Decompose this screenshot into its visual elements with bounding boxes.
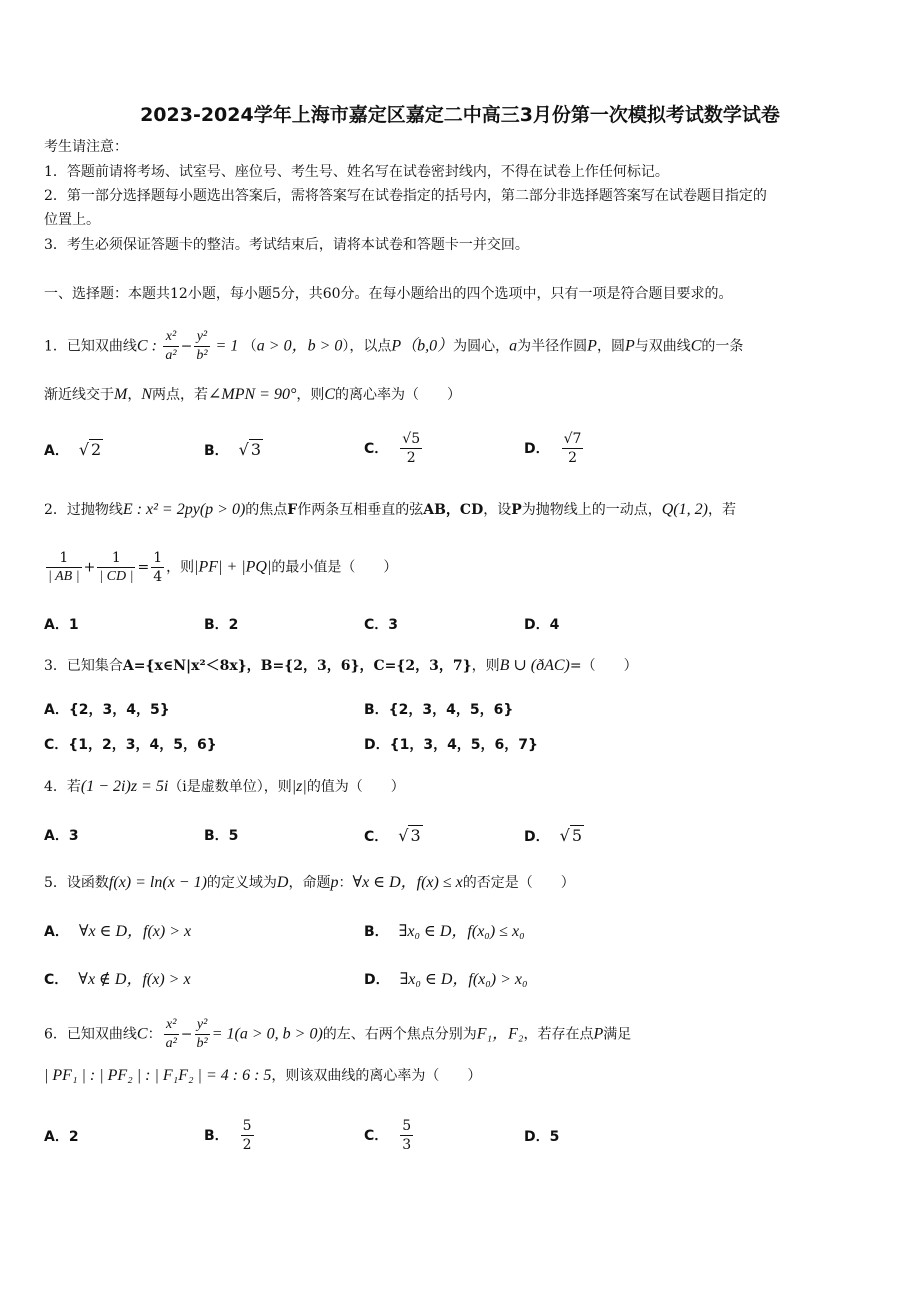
question-5-option-b[interactable]: B． ∃x₀ ∈ D，f(x₀) ≤ x₀	[364, 923, 525, 940]
question-1-line-1: 1．已知双曲线C : $\frac{\text{x²}}{\text{a²}}$ − $\frac{\text{y²}}{\text{b²}}$ = 1 （a > 0，b > 0），以点P（b,0）为圆心，a为半径作圆P，圆P与双曲线C的一条	[44, 329, 744, 363]
question-5-option-d[interactable]: D． ∃x₀ ∈ D，f(x₀) > x₀	[364, 971, 528, 988]
question-6-line-1: 6．已知双曲线C： $\frac{\text{x²}}{\text{a²}}$ − $\frac{\text{y²}}{\text{b²}}$ = 1(a > 0, b > 0)的左、右两个焦点分别为F₁，F₂，若存在点P满足	[44, 1017, 632, 1051]
question-1-option-d[interactable]: D． $\frac{√7}{2}$	[524, 431, 582, 466]
question-2-option-c[interactable]: C．3	[364, 617, 399, 633]
question-5-line-1: 5．设函数f(x) = ln(x − 1)的定义域为D，命题p：∀x ∈ D，f(x) ≤ x的否定是（ ）	[44, 874, 575, 891]
question-5-option-a[interactable]: A． ∀x ∈ D，f(x) > x	[44, 923, 192, 940]
question-3-option-b[interactable]: B．{2，3，4，5，6}	[364, 702, 514, 718]
question-4-option-b[interactable]: B．5	[204, 828, 239, 844]
question-6-option-d[interactable]: D．5	[524, 1129, 560, 1145]
question-3-option-a[interactable]: A．{2，3，4，5}	[44, 702, 170, 718]
page-title: 2023-2024学年上海市嘉定区嘉定二中高三3月份第一次模拟考试数学试卷	[140, 104, 780, 126]
notice-heading: 考生请注意：	[44, 139, 128, 155]
question-4-option-d[interactable]: D． √ 5	[524, 826, 583, 845]
question-4-line-1: 4．若(1 − 2i)z = 5i（i是虚数单位），则|z|的值为（ ）	[44, 778, 405, 795]
notice-item-3: 3．考生必须保证答题卡的整洁。考试结束后，请将本试卷和答题卡一并交回。	[44, 237, 529, 253]
question-2-option-b[interactable]: B．2	[204, 617, 239, 633]
question-6-option-b[interactable]: B． $\frac{5}{2}$	[204, 1118, 252, 1153]
question-2-line-1: 2．过抛物线E : x² = 2py(p > 0)的焦点F作两条互相垂直的弦AB，CD，设P为抛物线上的一动点，Q(1, 2)，若	[44, 501, 736, 518]
question-4-option-a[interactable]: A．3	[44, 828, 79, 844]
notice-item-1: 1．答题前请将考场、试室号、座位号、考生号、姓名写在试卷密封线内，不得在试卷上作任何标记。	[44, 164, 669, 180]
question-2-option-a[interactable]: A．1	[44, 617, 79, 633]
question-2-option-d[interactable]: D．4	[524, 617, 560, 633]
notice-item-2: 2．第一部分选择题每小题选出答案后，需将答案写在试卷指定的括号内，第二部分非选择题答案写在试卷题目指定的	[44, 188, 767, 204]
question-3-option-d[interactable]: D．{1，3，4，5，6，7}	[364, 737, 539, 753]
question-1-line-2: 渐近线交于M，N两点，若∠MPN = 90°，则C的离心率为（ ）	[44, 386, 462, 403]
question-1-option-c[interactable]: C． $\frac{√5}{2}$	[364, 431, 421, 466]
notice-item-2-cont: 位置上。	[44, 212, 100, 228]
question-3-line-1: 3．已知集合A={x∈N|x²＜8x}，B={2，3，6}，C={2，3，7}，则B ∪ (ðAC)=（ ）	[44, 657, 638, 674]
question-6-option-a[interactable]: A．2	[44, 1129, 79, 1145]
question-5-option-c[interactable]: C． ∀x ∉ D，f(x) > x	[44, 971, 191, 988]
question-3-option-c[interactable]: C．{1，2，3，4，5，6}	[44, 737, 217, 753]
question-6-line-2: | PF₁ | : | PF₂ | : | F₁F₂ | = 4 : 6 : 5，则该双曲线的离心率为（ ）	[44, 1067, 482, 1084]
question-6-option-c[interactable]: C． $\frac{5}{3}$	[364, 1118, 412, 1153]
question-2-line-2: $\frac{1}{| AB |}$ + $\frac{1}{| CD |}$ = $\frac{1}{4}$ ，则|PF| + |PQ|的最小值是（ ）	[48, 550, 398, 585]
question-1-option-b[interactable]: B． √ 3	[204, 440, 262, 459]
question-4-option-c[interactable]: C． √ 3	[364, 826, 421, 845]
section-heading: 一、选择题：本题共12小题，每小题5分，共60分。在每小题给出的四个选项中，只有一项是符合题目要求的。	[44, 286, 733, 302]
question-1-option-a[interactable]: A． √ 2	[44, 440, 102, 459]
